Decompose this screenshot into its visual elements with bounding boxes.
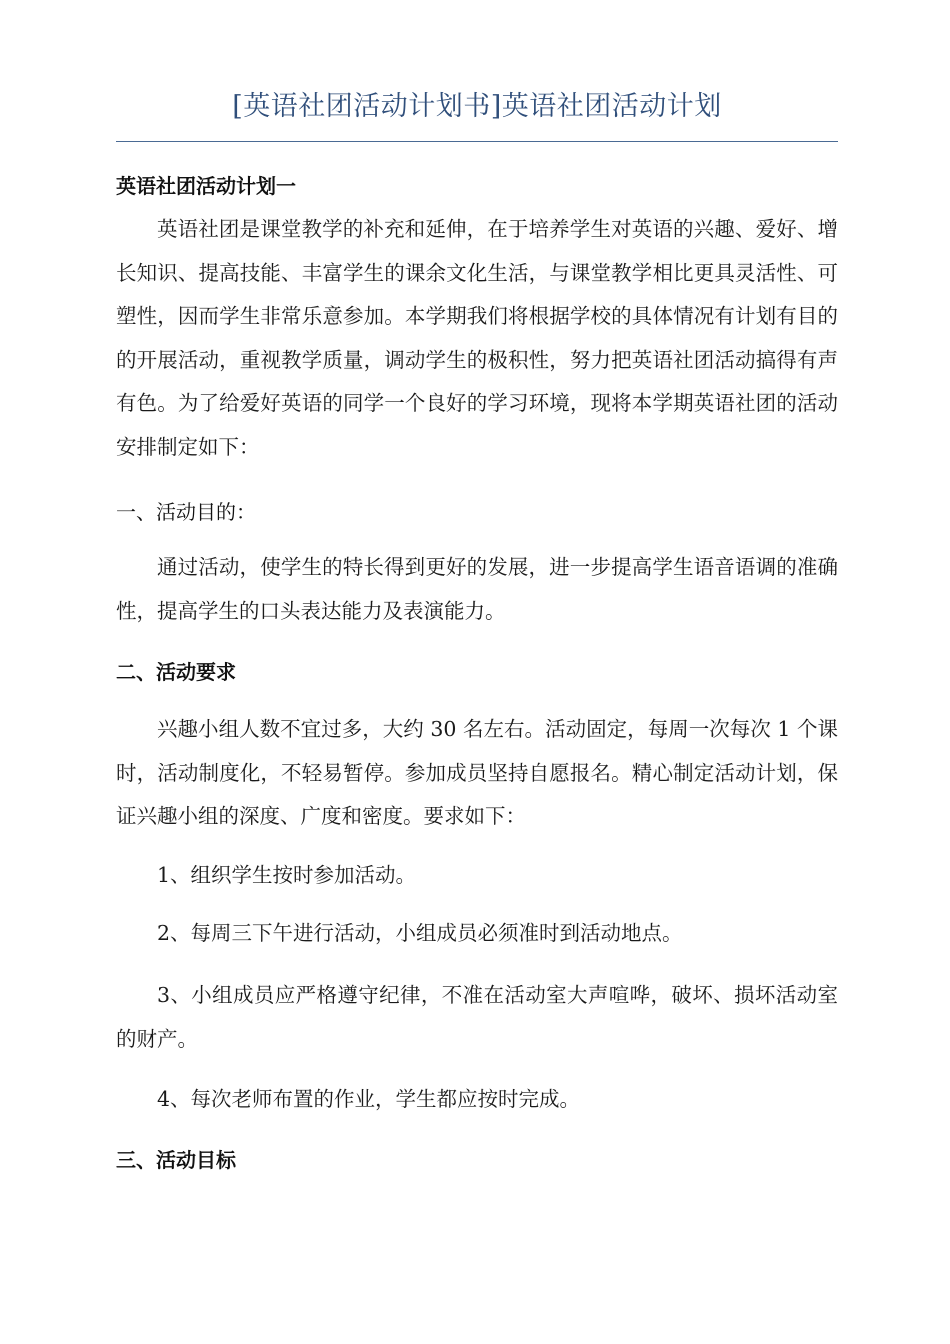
section-1-paragraph: 通过活动，使学生的特长得到更好的发展，进一步提高学生语音语调的准确性，提高学生的口头表达能力及表演能力。 (116, 555, 838, 623)
list-item: 2、每周三下午进行活动，小组成员必须准时到活动地点。 (157, 921, 683, 945)
list-item: 1、组织学生按时参加活动。 (157, 863, 417, 887)
section-3-heading: 三、活动目标 (116, 1148, 236, 1172)
section-2-paragraph: 兴趣小组人数不宜过多，大约 30 名左右。活动固定，每周一次每次 1 个课时，活动制度化，不轻易暂停。参加成员坚持自愿报名。精心制定活动计划，保证兴趣小组的深度、广度和密度。要求如下： (116, 717, 838, 828)
plan-heading: 英语社团活动计划一 (116, 174, 296, 198)
intro-paragraph: 英语社团是课堂教学的补充和延伸，在于培养学生对英语的兴趣、爱好、增长知识、提高技能、丰富学生的课余文化生活，与课堂教学相比更具灵活性、可塑性，因而学生非常乐意参加。本学期我们将根据学校的具体情况有计划有目的的开展活动，重视教学质量，调动学生的极积性，努力把英语社团活动搞得有声有色。为了给爱好英语的同学一个良好的学习环境，现将本学期英语社团的活动安排制定如下： (116, 217, 838, 459)
title-divider (116, 141, 838, 142)
section-1-heading: 一、活动目的： (116, 500, 256, 524)
section-2-heading: 二、活动要求 (116, 660, 236, 684)
list-item: 4、每次老师布置的作业，学生都应按时完成。 (157, 1087, 581, 1111)
list-item: 3、小组成员应严格遵守纪律，不准在活动室大声喧哗，破坏、损坏活动室的财产。 (116, 983, 838, 1051)
document-title: [英语社团活动计划书]英语社团活动计划 (232, 91, 722, 122)
